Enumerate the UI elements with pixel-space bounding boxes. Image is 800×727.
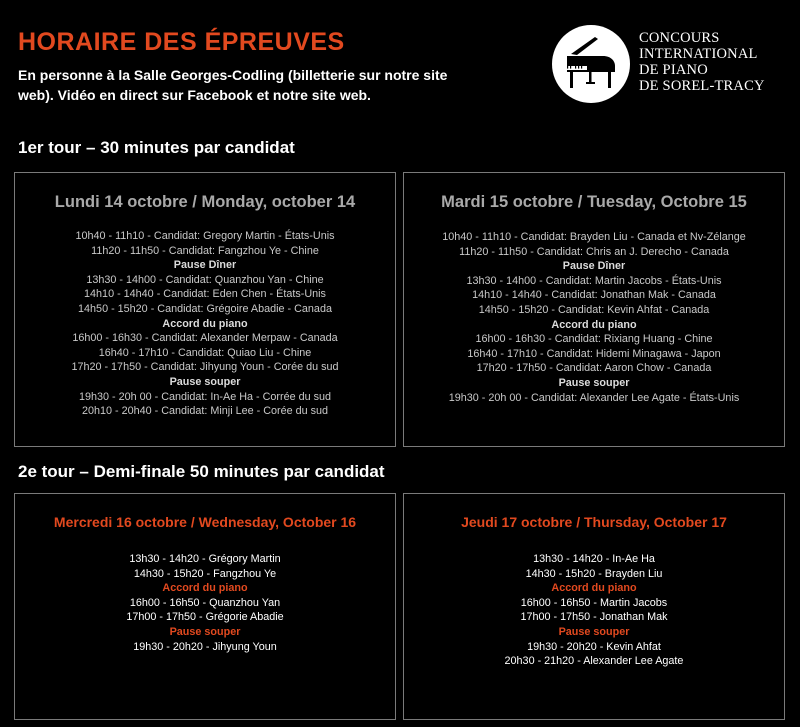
schedule-slot: 14h50 - 15h20 - Candidat: Kevin Ahfat - Canada	[478, 303, 710, 316]
schedule-slot: 11h20 - 11h50 - Candidat: Chris an J. Derecho - Canada	[459, 245, 729, 258]
schedule-slot: 16h40 - 17h10 - Candidat: Hidemi Minagawa - Japon	[467, 347, 721, 360]
logo-line: DE SOREL-TRACY	[639, 78, 765, 94]
thursday-schedule	[403, 493, 785, 720]
logo-text	[639, 30, 789, 94]
schedule-slot: 10h40 - 11h10 - Candidat: Gregory Martin - États-Unis	[75, 230, 335, 242]
monday-schedule	[14, 172, 396, 447]
grand-piano-icon	[551, 24, 631, 104]
schedule-slot: 16h40 - 17h10 - Candidat: Quiao Liu - Chine	[98, 346, 312, 359]
day-title: Mardi 15 octobre / Tuesday, Octobre 15	[441, 193, 747, 211]
schedule-slot: 17h00 - 17h50 - Grégorie Abadie	[126, 611, 284, 624]
schedule-slot: 19h30 - 20h 00 - Candidat: In-Ae Ha - Corrée du sud	[78, 390, 332, 403]
slot-list	[15, 229, 395, 419]
logo-line: DE PIANO	[639, 62, 708, 78]
slot-list	[15, 552, 395, 654]
schedule-slot: 14h50 - 15h20 - Candidat: Grégoire Abadie - Canada	[78, 302, 332, 315]
schedule-slot: 17h20 - 17h50 - Candidat: Jihyung Youn - Corée du sud	[71, 361, 339, 374]
schedule-slot: 13h30 - 14h00 - Candidat: Martin Jacobs - États-Unis	[466, 274, 722, 287]
schedule-slot: 17h20 - 17h50 - Candidat: Aaron Chow - Canada	[476, 362, 712, 375]
schedule-slot: 13h30 - 14h20 - Grégory Martin	[129, 553, 281, 565]
break-label: Accord du piano	[551, 582, 637, 595]
schedule-slot: 10h40 - 11h10 - Candidat: Brayden Liu - Canada et Nv-Zélange	[442, 231, 746, 243]
round2-heading: 2e tour – Demi-finale 50 minutes par candidat	[18, 462, 385, 481]
schedule-slot: 14h10 - 14h40 - Candidat: Jonathan Mak - Canada	[472, 289, 716, 302]
page-title: HORAIRE DES ÉPREUVES	[18, 28, 345, 56]
schedule-slot: 14h30 - 15h20 - Fangzhou Ye	[133, 567, 277, 580]
break-label: Pause souper	[169, 625, 241, 638]
schedule-slot: 16h00 - 16h50 - Quanzhou Yan	[129, 596, 281, 609]
break-label: Pause souper	[169, 375, 241, 388]
day-title: Mercredi 16 octobre / Wednesday, October 16	[53, 514, 357, 530]
break-label: Accord du piano	[551, 318, 637, 331]
break-label: Accord du piano	[162, 582, 248, 595]
schedule-slot: 16h00 - 16h30 - Candidat: Alexander Merpaw - Canada	[72, 332, 338, 345]
schedule-slot: 11h20 - 11h50 - Candidat: Fangzhou Ye - Chine	[91, 244, 319, 257]
schedule-slot: 14h30 - 15h20 - Brayden Liu	[525, 567, 663, 580]
slot-list	[404, 552, 784, 669]
schedule-slot: 13h30 - 14h20 - In-Ae Ha	[533, 553, 655, 565]
break-label: Accord du piano	[162, 317, 248, 330]
break-label: Pause souper	[558, 376, 630, 389]
round1-heading: 1er tour – 30 minutes par candidat	[18, 138, 295, 157]
day-title: Lundi 14 octobre / Monday, october 14	[54, 193, 356, 211]
tuesday-schedule	[403, 172, 785, 447]
logo-line: CONCOURS	[639, 30, 720, 46]
day-title: Jeudi 17 octobre / Thursday, October 17	[461, 514, 727, 530]
schedule-slot: 20h10 - 20h40 - Candidat: Minji Lee - Corée du sud	[81, 405, 329, 418]
break-label: Pause Dîner	[173, 259, 237, 272]
schedule-slot: 20h30 - 21h20 - Alexander Lee Agate	[504, 655, 684, 668]
slot-list	[404, 230, 784, 405]
wednesday-schedule	[14, 493, 396, 720]
venue-info: En personne à la Salle Georges-Codling (billetterie sur notre site web). Vidéo en direct sur Facebook et notre site web.	[18, 67, 448, 103]
schedule-slot: 16h00 - 16h50 - Martin Jacobs	[520, 596, 668, 609]
schedule-slot: 16h00 - 16h30 - Candidat: Rixiang Huang - Chine	[475, 333, 713, 346]
schedule-slot: 14h10 - 14h40 - Candidat: Eden Chen - États-Unis	[84, 288, 326, 301]
logo-line: INTERNATIONAL	[639, 46, 758, 62]
schedule-slot: 19h30 - 20h20 - Kevin Ahfat	[527, 640, 661, 653]
break-label: Pause souper	[558, 625, 630, 638]
schedule-slot: 19h30 - 20h 00 - Candidat: Alexander Lee Agate - États-Unis	[448, 391, 740, 404]
contest-logo	[551, 24, 791, 104]
schedule-slot: 17h00 - 17h50 - Jonathan Mak	[520, 611, 668, 624]
break-label: Pause Dîner	[562, 260, 626, 273]
schedule-slot: 19h30 - 20h20 - Jihyung Youn	[133, 640, 277, 653]
schedule-slot: 13h30 - 14h00 - Candidat: Quanzhou Yan - Chine	[86, 273, 324, 286]
